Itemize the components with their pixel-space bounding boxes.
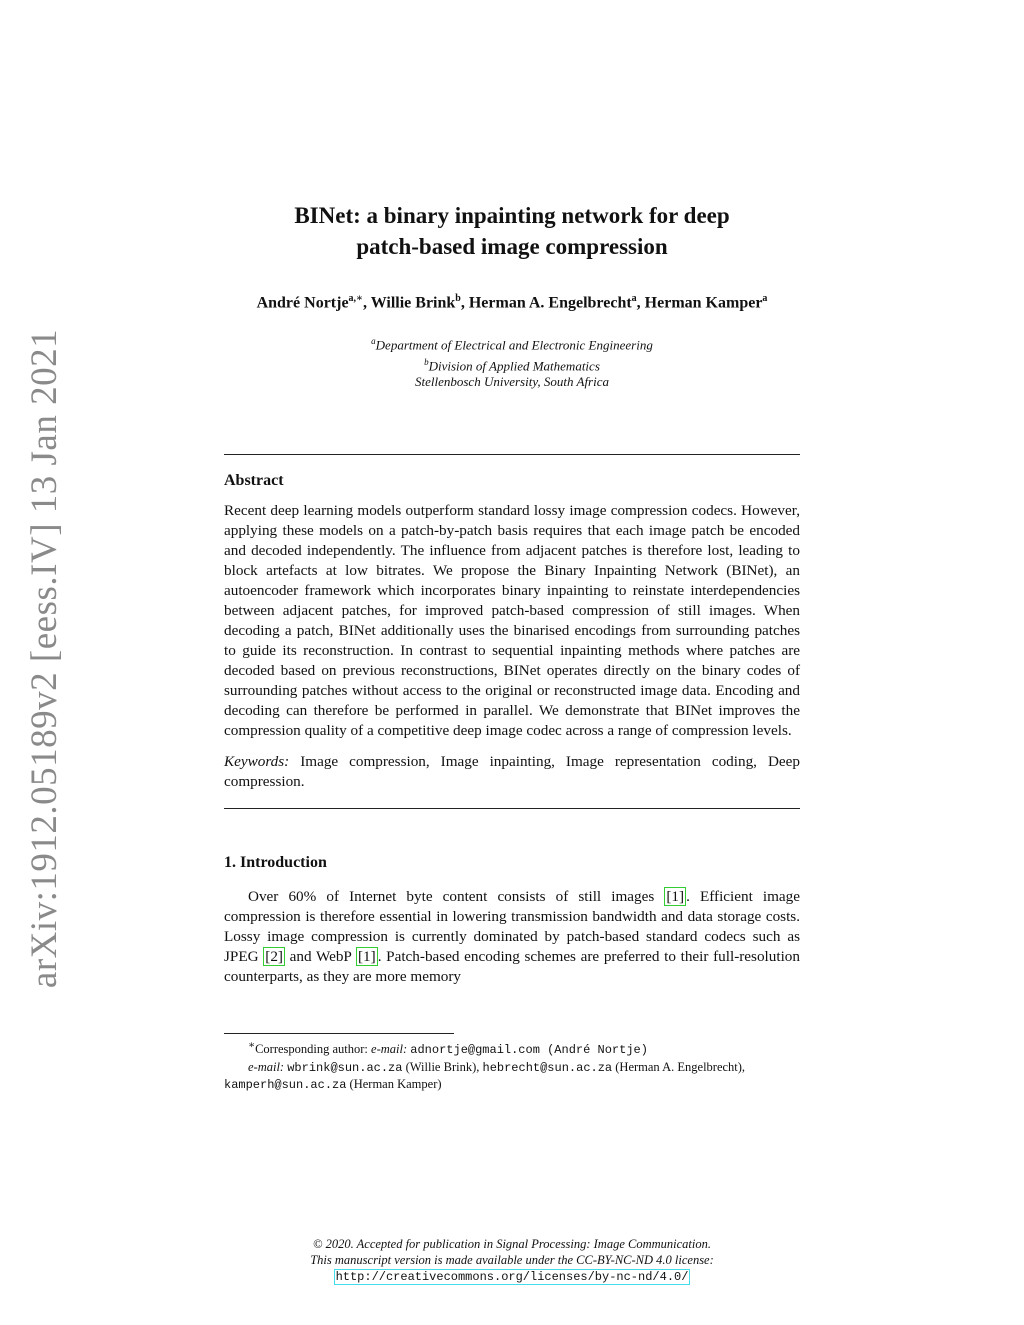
citation-link[interactable]: [2] xyxy=(265,947,283,965)
intro-text: and WebP xyxy=(284,947,356,965)
citation-link[interactable]: [1] xyxy=(357,947,376,965)
footnote-email: adnortje@gmail.com (André Nortje) xyxy=(410,1043,648,1058)
intro-paragraph xyxy=(224,887,800,987)
footnote xyxy=(224,1038,800,1094)
footnote-email: wbrink@sun.ac.za xyxy=(287,1060,403,1075)
author-name: Herman Kamper xyxy=(644,294,763,312)
intro-text: Over 60% of Internet byte content consists of still images xyxy=(248,887,665,905)
footnote-email: hebrecht@sun.ac.za xyxy=(482,1060,613,1075)
affil-mark: b xyxy=(424,356,429,367)
license-line-2: This manuscript version is made available under the CC-BY-NC-ND 4.0 license: xyxy=(310,1253,714,1267)
title-line-1: BINet: a binary inpainting network for deep xyxy=(294,203,730,228)
author-list: André Nortje$^{a,∗}$, Willie Brink$^b$, Herman A. Engelbrecht$^a$, Herman Kamper$^a$ xyxy=(256,293,768,312)
author-name: André Nortje xyxy=(256,294,349,312)
abstract-top-rule xyxy=(224,454,800,455)
paper-title xyxy=(224,200,800,262)
footnote-label: Corresponding author: xyxy=(255,1042,372,1057)
footnote-line xyxy=(224,1059,800,1094)
affiliation xyxy=(224,354,800,374)
footnote-mark: ∗ xyxy=(248,1039,256,1051)
intro-text: . Patch-based encoding schemes are preferred to their full-resolution counterparts, as they are more memory xyxy=(224,947,800,985)
affiliation-list xyxy=(224,333,800,390)
footnote-name: (Herman Kamper) xyxy=(346,1077,442,1092)
author-affil-mark: a xyxy=(631,293,637,304)
license-url-link[interactable]: http://creativecommons.org/licenses/by-nc-nd/4.0/ xyxy=(335,1270,689,1284)
keywords-text: Image compression, Image inpainting, Image representation coding, Deep compression. xyxy=(224,752,800,790)
title-line-2: patch-based image compression xyxy=(356,234,668,259)
arxiv-side-stamp xyxy=(20,328,70,988)
affil-text: Division of Applied Mathematics xyxy=(428,357,600,373)
affil-text: Stellenbosch University, South Africa xyxy=(414,373,609,389)
footnote-line xyxy=(224,1038,800,1059)
author-name: Willie Brink xyxy=(370,294,456,312)
author-affil-mark: a xyxy=(762,293,768,304)
affiliation xyxy=(224,374,800,390)
keywords-label: Keywords: xyxy=(224,752,290,770)
footnote-rule xyxy=(224,1033,454,1034)
license-notice xyxy=(224,1236,800,1285)
footnote-email-label: e-mail: xyxy=(248,1059,288,1074)
abstract-text: Recent deep learning models outperform standard lossy image compression codecs. However, applying these models on a patch-by-patch basis requires that each image patch be encoded and decoded independently. The influence from adjacent patches is therefore lost, leading to block artefacts at low bitrates. We propose the Binary Inpainting Network (BINet), an autoencoder framework which incorporates binary inpainting to reinstate interdependencies between adjacent patches, for improved patch-based compression of still images. When decoding a patch, BINet additionally uses the binarised encodings from surrounding patches to guide its reconstruction. In contrast to sequential inpainting methods where patches are decoded based on previous reconstructions, BINet operates directly on the binary codes of surrounding patches without access to the original or reconstructed image data. Encoding and decoding can therefore be performed in parallel. We demonstrate that BINet improves the compression quality of a competitive deep image codec across a range of compression levels. xyxy=(224,501,800,739)
author-affil-mark: a,∗ xyxy=(348,293,363,304)
paper-page xyxy=(224,200,800,1094)
footnote-name: (Herman A. Engelbrecht), xyxy=(612,1059,746,1074)
arxiv-identifier: arXiv:1912.05189v2 [eess.IV] 13 Jan 2021 xyxy=(24,328,66,988)
footnote-name: (Willie Brink), xyxy=(402,1059,483,1074)
author-affil-mark: b xyxy=(455,293,461,304)
section-heading-introduction: 1. Introduction xyxy=(224,853,327,871)
license-line-1: © 2020. Accepted for publication in Signal Processing: Image Communication. xyxy=(313,1237,711,1251)
affil-text: Department of Electrical and Electronic Engineering xyxy=(375,337,653,353)
author-name: Herman A. Engelbrecht xyxy=(468,294,632,312)
abstract-bottom-rule xyxy=(224,808,800,809)
footnote-email-label: e-mail: xyxy=(371,1042,411,1057)
footnote-email: kamperh@sun.ac.za xyxy=(224,1078,347,1093)
affil-mark: a xyxy=(371,336,376,347)
abstract-heading: Abstract xyxy=(224,471,284,489)
affiliation xyxy=(224,333,800,353)
keywords xyxy=(224,752,800,792)
citation-link[interactable]: [1] xyxy=(666,887,685,905)
intro-text: . Efficient image compression is therefore essential in lowering transmission bandwidth and data storage costs. Lossy image compression is currently dominated by patch-based standard codecs such as JPEG xyxy=(224,887,800,965)
